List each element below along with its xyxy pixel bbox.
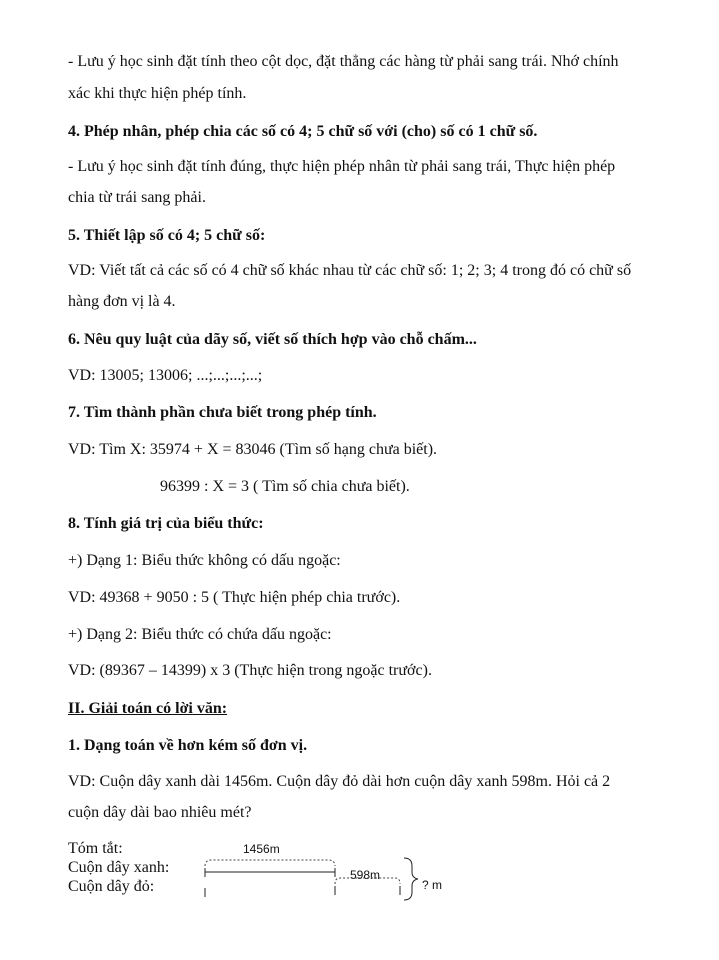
green-roll-label: Cuộn dây xanh: [68, 859, 170, 876]
extra-length-label: 598m [350, 868, 381, 882]
summary-title: Tóm tắt: [68, 840, 123, 857]
red-roll-segment [205, 886, 400, 897]
green-roll-segment [205, 868, 335, 877]
heading-part-II: II. Giải toán có lời văn: [68, 700, 228, 717]
form-1-label: +) Dạng 1: Biểu thức không có dấu ngoặc: [68, 552, 341, 569]
heading-problem-type-1: 1. Dạng toán về hơn kém số đơn vị. [68, 737, 308, 754]
extra-length-brace [335, 878, 400, 884]
example-section-5-cont: hàng đơn vị là 4. [68, 293, 176, 310]
example-section-5: VD: Viết tất cả các số có 4 chữ số khác nhau từ các chữ số: 1; 2; 3; 4 trong đó có chữ số [68, 262, 632, 279]
form-2-label: +) Dạng 2: Biểu thức có chứa dấu ngoặc: [68, 626, 332, 643]
form-1-example: VD: 49368 + 9050 : 5 ( Thực hiện phép chia trước). [68, 589, 401, 606]
problem-statement-cont: cuộn dây dài bao nhiêu mét? [68, 804, 252, 821]
note-multiplication-cont: chia từ trái sang phải. [68, 189, 206, 206]
heading-section-7: 7. Tìm thành phần chưa biết trong phép tính. [68, 404, 377, 421]
total-brace [404, 858, 418, 900]
problem-statement: VD: Cuộn dây xanh dài 1456m. Cuộn dây đỏ dài hơn cuộn dây xanh 598m. Hỏi cả 2 [68, 773, 611, 790]
question-label: ? m [422, 878, 443, 892]
heading-section-4: 4. Phép nhân, phép chia các số có 4; 5 chữ số với (cho) số có 1 chữ số. [68, 123, 538, 140]
example-section-6: VD: 13005; 13006; ...;...;...;...; [68, 367, 263, 384]
form-2-example: VD: (89367 – 14399) x 3 (Thực hiện trong ngoặc trước). [68, 662, 432, 679]
heading-section-6: 6. Nêu quy luật của dãy số, viết số thích hợp vào chỗ chấm... [68, 331, 477, 348]
heading-section-5: 5. Thiết lập số có 4; 5 chữ số: [68, 227, 266, 244]
note-column-alignment: - Lưu ý học sinh đặt tính theo cột dọc, đặt thẳng các hàng từ phải sang trái. Nhớ chính [68, 53, 619, 70]
green-length-label: 1456m [243, 842, 280, 856]
note-column-alignment-cont: xác khi thực hiện phép tính. [68, 85, 247, 102]
heading-section-8: 8. Tính giá trị của biểu thức: [68, 515, 264, 532]
example-section-7-a: VD: Tìm X: 35974 + X = 83046 (Tìm số hạng chưa biết). [68, 441, 438, 458]
green-length-brace [205, 860, 335, 866]
example-section-7-b: 96399 : X = 3 ( Tìm số chia chưa biết). [160, 478, 410, 495]
note-multiplication: - Lưu ý học sinh đặt tính đúng, thực hiện phép nhân từ phải sang trái, Thực hiện phép [68, 158, 616, 175]
red-roll-label: Cuộn dây đỏ: [68, 878, 155, 895]
